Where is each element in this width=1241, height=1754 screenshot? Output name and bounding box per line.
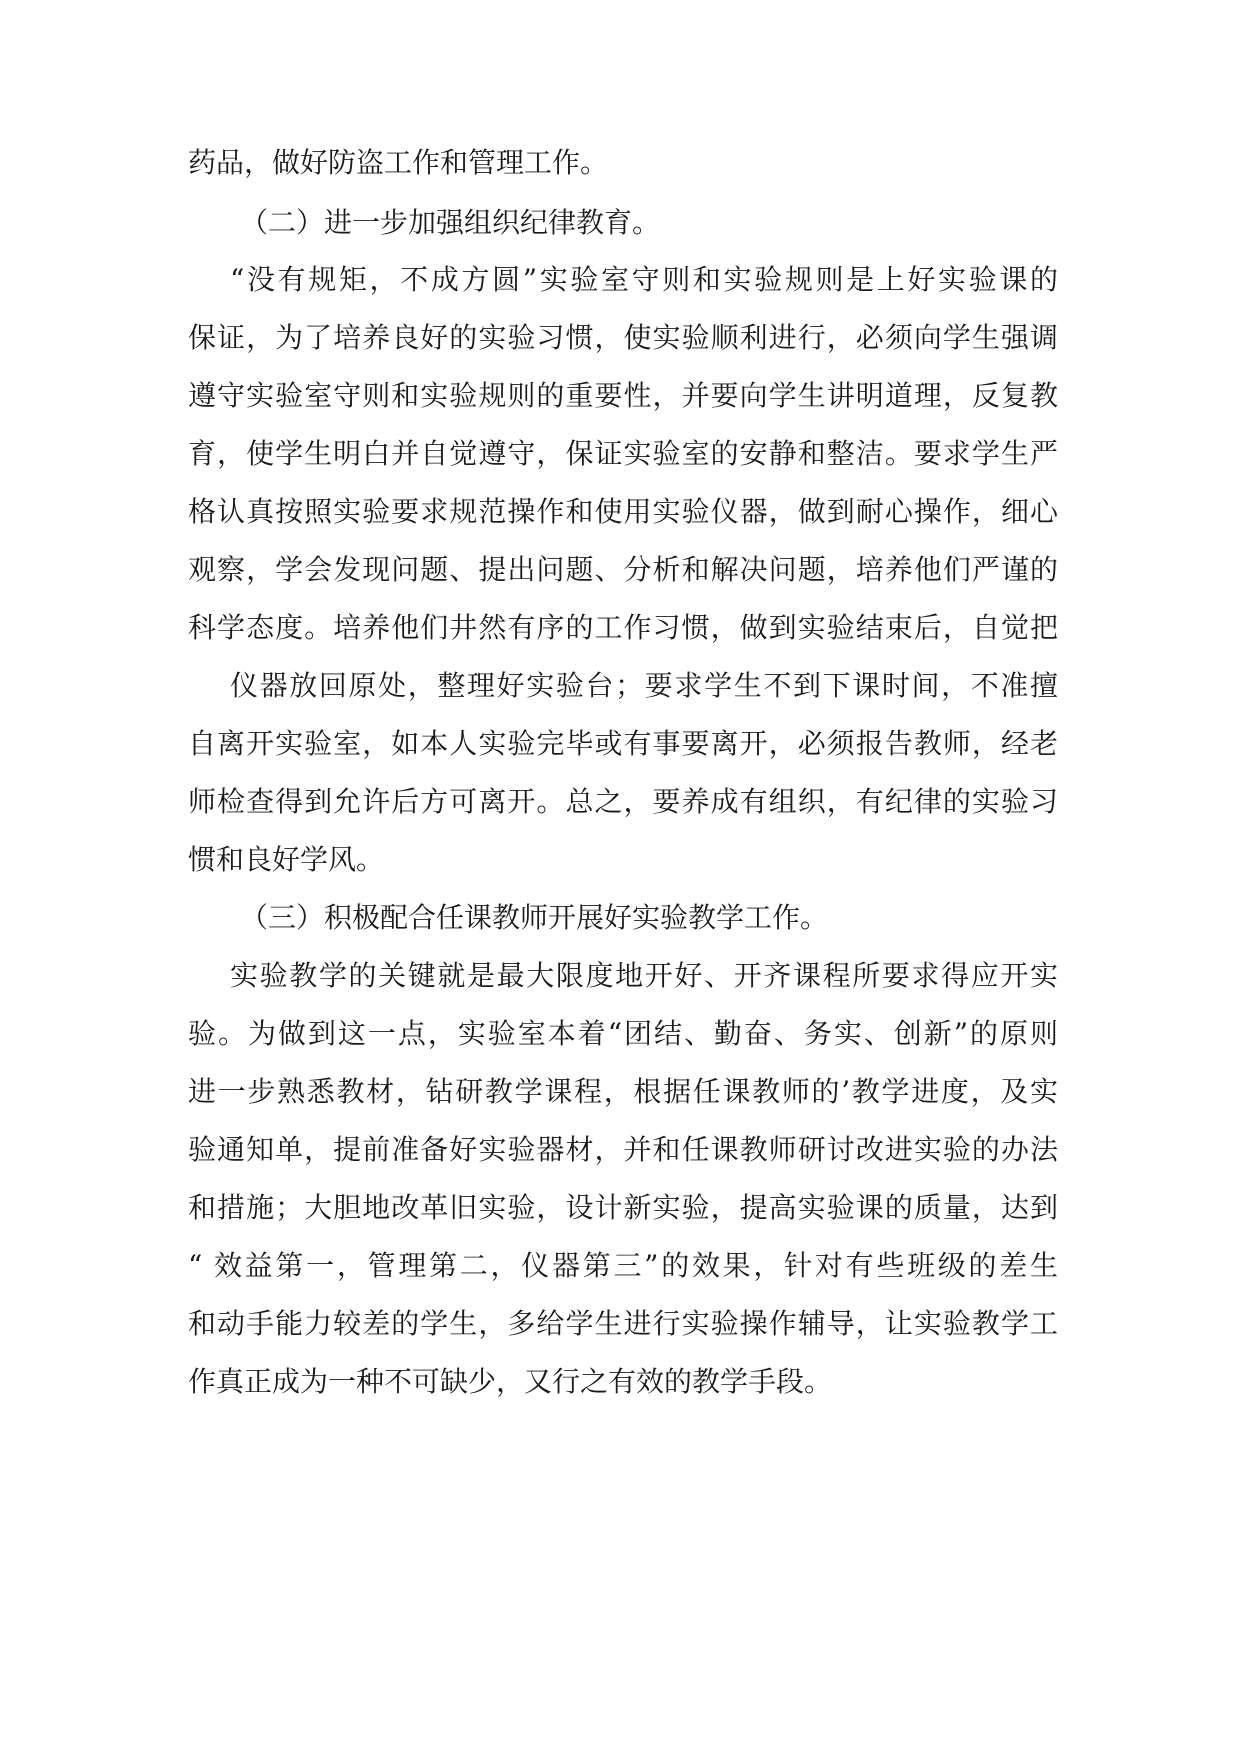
text-line: 进一步熟悉教材，钻研教学课程，根据任课教师的’教学进度，及实 [188,1075,1058,1108]
text-line: 格认真按照实验要求规范操作和使用实验仪器，做到耐心操作，细心 [188,495,1058,528]
text-line: 药品，做好防盗工作和管理工作。 [188,146,609,179]
text-line: 实验教学的关键就是最大限度地开好、开齐课程所要求得应开实 [230,959,1058,992]
text-line: “ 效益第一，管理第二，仪器第三”的效果，针对有些班级的差生 [188,1249,1058,1282]
text-line: 验通知单，提前准备好实验器材，并和任课教师研讨改进实验的办法 [188,1133,1058,1166]
section-heading: （二）进一步加强组织纪律教育。 [240,206,661,239]
section-heading: （三）积极配合任课教师开展好实验教学工作。 [240,901,829,934]
text-line: 验。为做到这一点，实验室本着“团结、勤奋、务实、创新”的原则 [188,1017,1058,1050]
text-line: 和措施；大胆地改革旧实验，设计新实验，提高实验课的质量，达到 [188,1191,1058,1224]
text-line: 育，使学生明白并自觉遵守，保证实验室的安静和整洁。要求学生严 [188,437,1058,470]
text-line: 保证，为了培养良好的实验习惯，使实验顺利进行，必须向学生强调 [188,321,1058,354]
text-line: 作真正成为一种不可缺少，又行之有效的教学手段。 [188,1365,833,1398]
text-line: 仪器放回原处，整理好实验台；要求学生不到下课时间，不准擅 [230,669,1058,702]
text-line: 自离开实验室，如本人实验完毕或有事要离开，必须报告教师，经老 [188,727,1058,760]
text-line: “没有规矩，不成方圆”实验室守则和实验规则是上好实验课的 [230,263,1058,296]
text-line: 惯和良好学风。 [188,843,385,876]
text-line: 遵守实验室守则和实验规则的重要性，并要向学生讲明道理，反复教 [188,379,1058,412]
text-line: 科学态度。培养他们井然有序的工作习惯，做到实验结束后，自觉把 [188,611,1058,644]
text-line: 师检查得到允许后方可离开。总之，要养成有组织，有纪律的实验习 [188,785,1058,818]
text-line: 和动手能力较差的学生，多给学生进行实验操作辅导，让实验教学工 [188,1307,1058,1340]
text-line: 观察，学会发现问题、提出问题、分析和解决问题，培养他们严谨的 [188,553,1058,586]
